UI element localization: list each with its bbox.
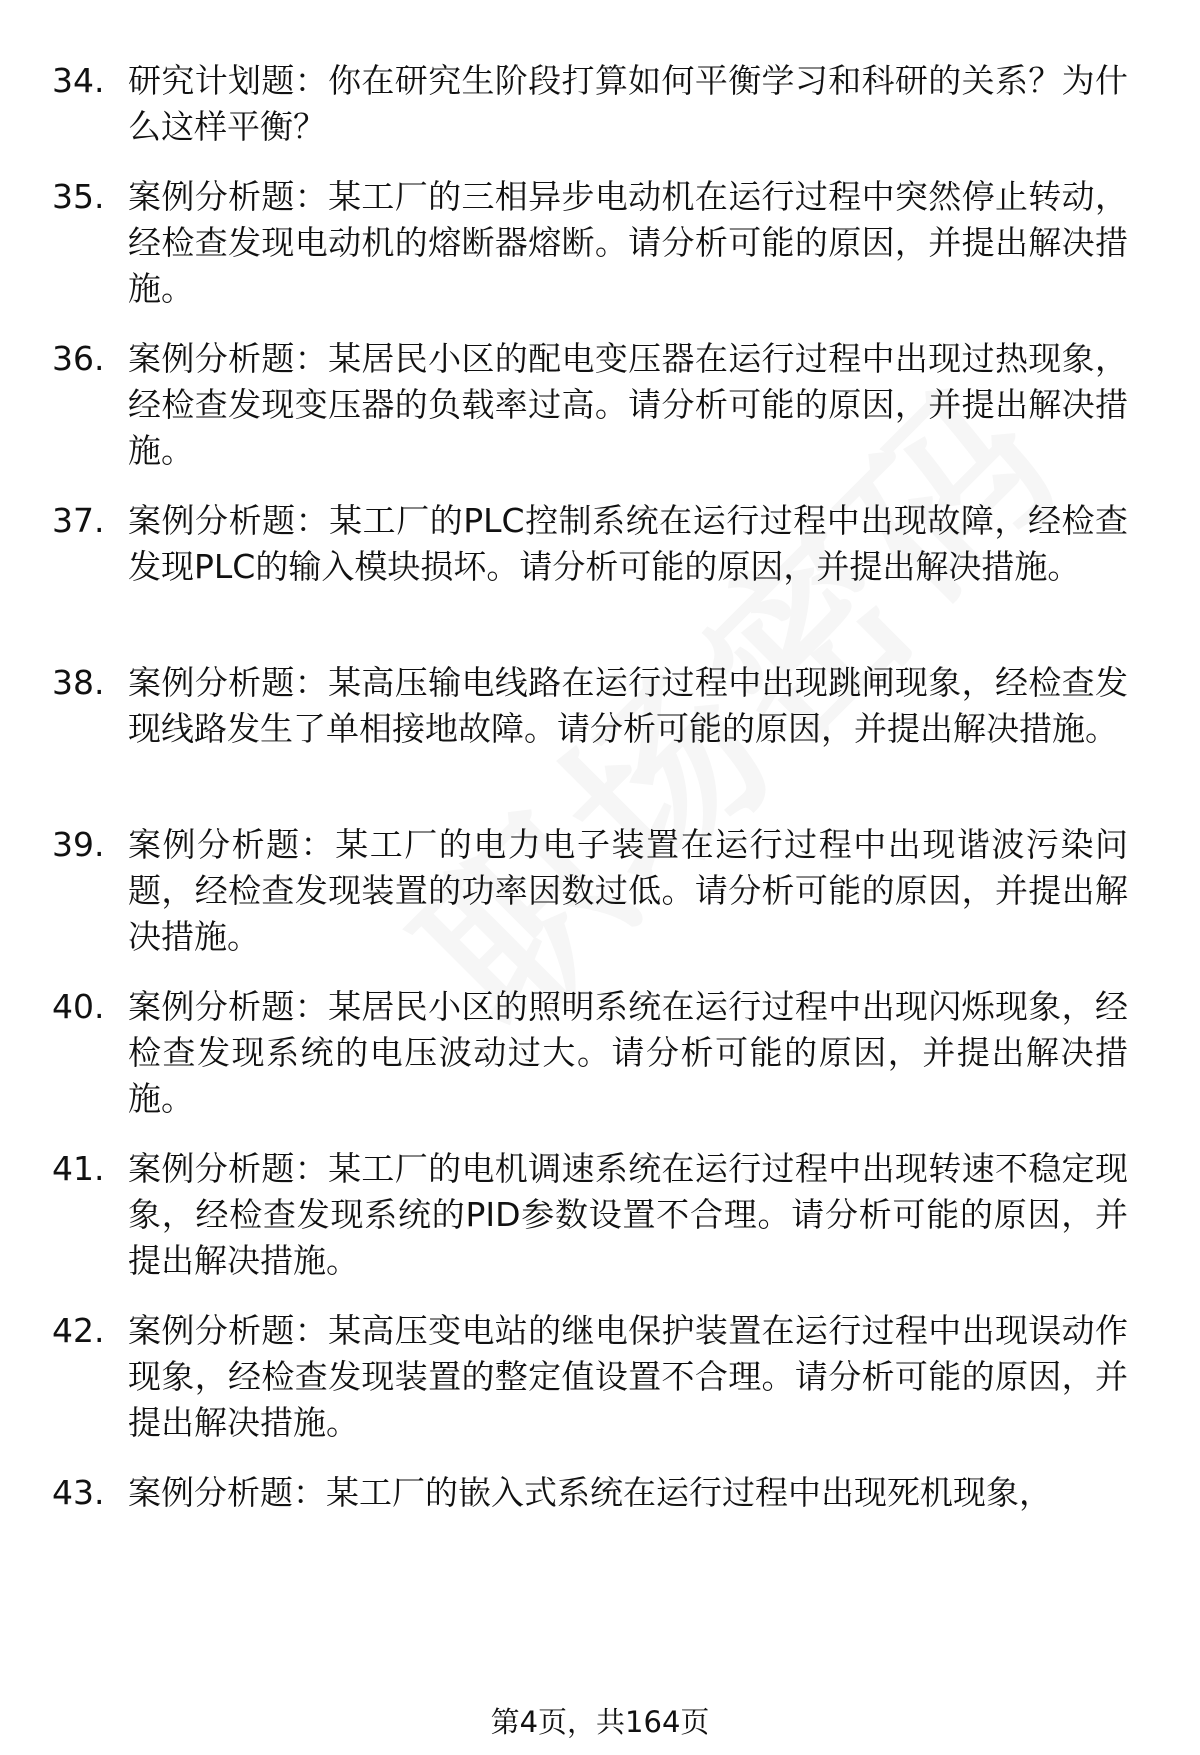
question-text: 案例分析题：某居民小区的配电变压器在运行过程中出现过热现象，经检查发现变压器的负载率过高。请分析可能的原因，并提出解决措施。 [128,339,1128,470]
question-number: 41. [52,1149,105,1188]
question-text: 案例分析题：某工厂的PLC控制系统在运行过程中出现故障，经检查发现PLC的输入模块损坏。请分析可能的原因，并提出解决措施。 [128,501,1128,586]
question-text: 案例分析题：某工厂的三相异步电动机在运行过程中突然停止转动，经检查发现电动机的熔断器熔断。请分析可能的原因，并提出解决措施。 [128,177,1128,308]
question-text: 案例分析题：某工厂的嵌入式系统在运行过程中出现死机现象， [128,1473,1052,1512]
question-text: 案例分析题：某高压输电线路在运行过程中出现跳闸现象，经检查发现线路发生了单相接地故障。请分析可能的原因，并提出解决措施。 [128,663,1128,748]
question-item-34 [52,58,1132,150]
question-number: 35. [52,177,105,216]
question-number: 42. [52,1311,105,1350]
question-item-39 [52,822,1132,960]
page-footer: 第4页，共164页 [490,1705,710,1739]
question-item-41 [52,1146,1132,1284]
question-item-42 [52,1308,1132,1446]
question-item-40 [52,984,1132,1122]
question-text: 研究计划题：你在研究生阶段打算如何平衡学习和科研的关系？为什么这样平衡？ [128,61,1128,146]
question-item-43 [52,1470,1132,1516]
question-number: 36. [52,339,105,378]
question-number: 34. [52,61,105,100]
question-text: 案例分析题：某居民小区的照明系统在运行过程中出现闪烁现象，经检查发现系统的电压波动过大。请分析可能的原因，并提出解决措施。 [128,987,1128,1118]
question-number: 38. [52,663,105,702]
question-number: 40. [52,987,105,1026]
question-text: 案例分析题：某工厂的电力电子装置在运行过程中出现谐波污染问题，经检查发现装置的功率因数过低。请分析可能的原因，并提出解决措施。 [128,825,1128,956]
question-item-37 [52,498,1132,590]
question-item-36 [52,336,1132,474]
question-item-35 [52,174,1132,312]
question-number: 43. [52,1473,105,1512]
question-text: 案例分析题：某高压变电站的继电保护装置在运行过程中出现误动作现象，经检查发现装置的整定值设置不合理。请分析可能的原因，并提出解决措施。 [128,1311,1128,1442]
question-item-38 [52,660,1132,752]
question-text: 案例分析题：某工厂的电机调速系统在运行过程中出现转速不稳定现象，经检查发现系统的PID参数设置不合理。请分析可能的原因，并提出解决措施。 [128,1149,1128,1280]
question-number: 37. [52,501,105,540]
question-number: 39. [52,825,105,864]
